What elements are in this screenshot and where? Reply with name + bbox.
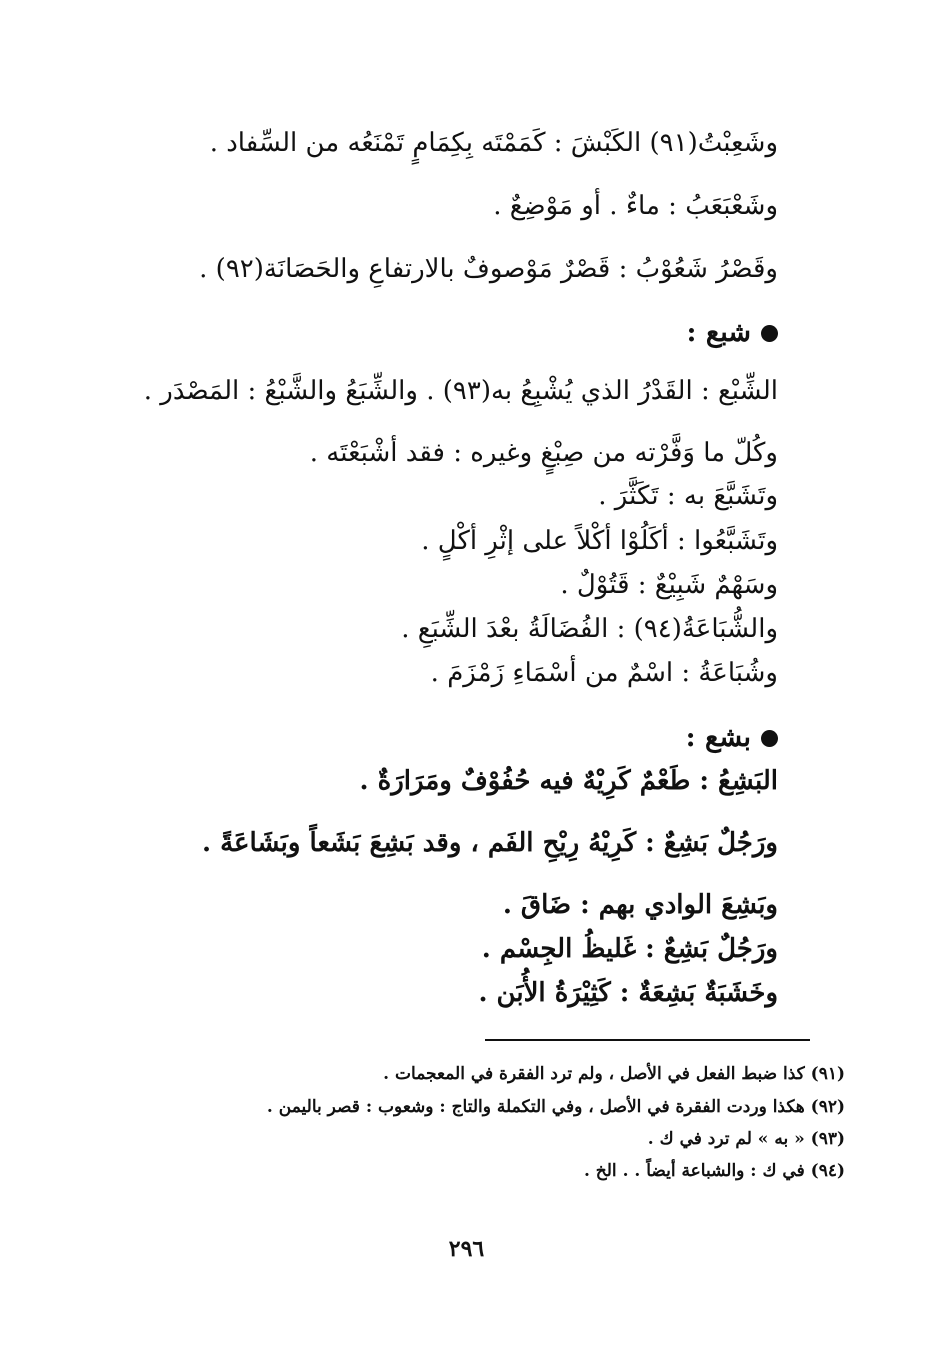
entry-line: والشُّبَاعَةُ(٩٤) : الفُضَالَةُ بعْدَ الشِّبَعِ . <box>401 614 778 644</box>
entry-line: البَشِعُ : طَعْمٌ كَرِيْهٌ فيه حُفُوْفٌ ومَرَارَةٌ . <box>359 766 778 796</box>
entry-line: وشَعِبْتُ(٩١) الكَبْشَ : كَمَمْتَه بِكِمَامٍ تَمْنَعُه من السِّفاد . <box>209 128 778 158</box>
entry-line: ورَجُلٌ بَشِعٌ : غَليظُ الجِسْم . <box>481 934 778 964</box>
entry-line: وشَعْبَعَبُ : ماءٌ . أو مَوْضِعٌ . <box>493 191 778 221</box>
entry-line: وكُلّ ما وَفَّرْته من صِبْغٍ وغيره : فقد أشْبَعْتَه . <box>309 438 778 468</box>
footnote-divider <box>485 1039 810 1041</box>
footnote: (٩٣) « به » لم ترد في ك . <box>647 1129 845 1149</box>
entry-line: ورَجُلٌ بَشِعٌ : كَرِيْهُ رِيْحِ الفَم ، وقد بَشِعَ بَشَعاً وبَشَاعَةً . <box>202 828 778 858</box>
section-heading-shb <box>686 313 778 353</box>
footnote: (٩٢) هكذا وردت الفقرة في الأصل ، وفي التكملة والتاج : وشعوب : قصر باليمن . <box>266 1097 845 1117</box>
entry-line: وتَشَبَّعُوا : أكَلُوْا أكْلاً على إثْرِ أكْلٍ . <box>421 526 778 556</box>
bullet-icon <box>761 325 778 342</box>
footnote: (٩٤) في ك : والشباعة أيضاً . . الخ . <box>583 1161 845 1181</box>
section-heading-text: شبع : <box>686 317 751 348</box>
entry-line: وخَشَبَةٌ بَشِعَةٌ : كَثِيْرَةُ الأُبَن . <box>478 978 778 1008</box>
entry-line: وسَهْمٌ شَبِيْعٌ : قَتُوْلٌ . <box>560 570 778 600</box>
entry-line: وبَشِعَ الوادي بهم : ضَاقَ . <box>502 890 778 920</box>
entry-line: وتَشَبَّعَ به : تَكَثَّرَ . <box>598 481 778 511</box>
bullet-icon <box>761 730 778 747</box>
entry-line: وقَصْرُ شَعُوْبُ : قَصْرٌ مَوْصوفٌ بالارتفاعِ والحَصَانَة(٩٢) . <box>199 254 778 284</box>
section-heading-bshc <box>686 718 778 758</box>
page-number: ٢٩٦ <box>448 1236 485 1262</box>
entry-line: وشُبَاعَةُ : اسْمٌ من أسْمَاءِ زَمْزَمَ . <box>430 658 778 688</box>
entry-line: الشِّبْع : القَدْرُ الذي يُشْبِعُ به(٩٣) . والشِّبَعُ والشَّبْعُ : المَصْدَر . <box>143 376 778 406</box>
section-heading-text: بشع : <box>685 722 751 753</box>
footnote: (٩١) كذا ضبط الفعل في الأصل ، ولم ترد الفقرة في المعجمات . <box>383 1064 845 1084</box>
